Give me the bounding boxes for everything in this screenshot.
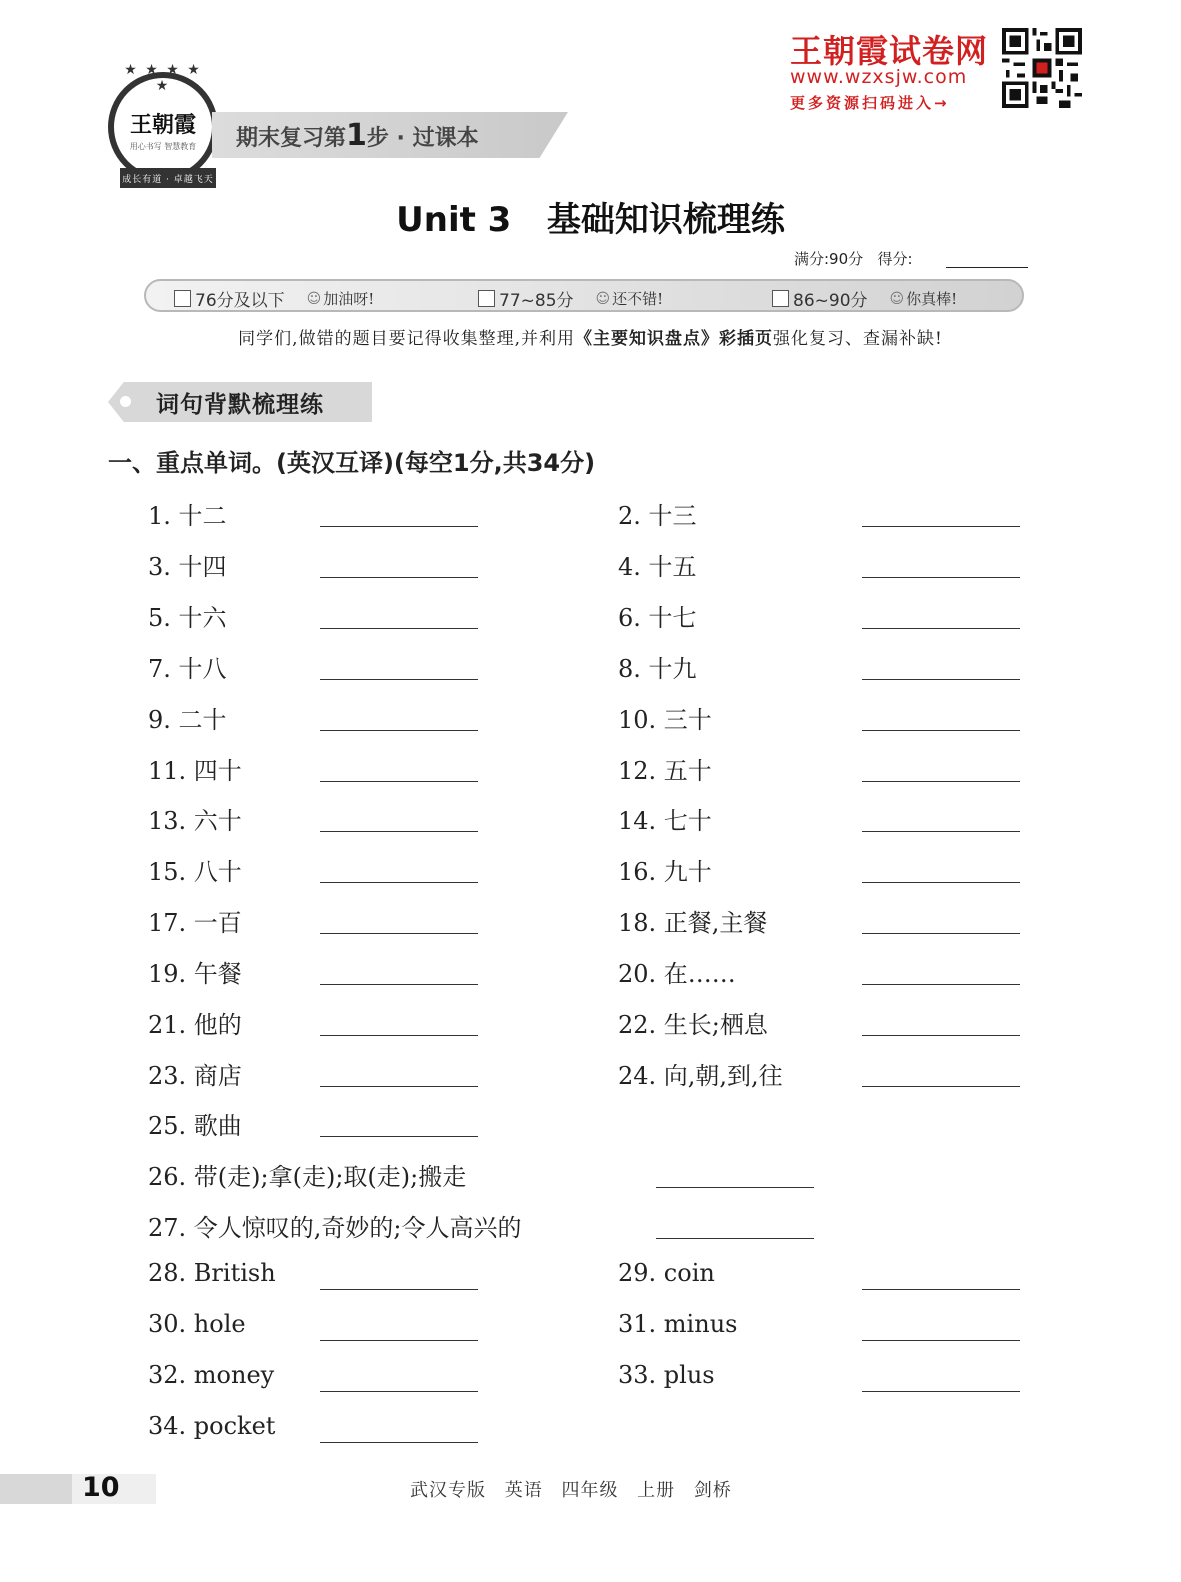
answer-blank[interactable]	[320, 984, 478, 985]
vocab-item: 31. minus	[618, 1310, 738, 1338]
answer-blank[interactable]	[862, 526, 1020, 527]
tip-bold: 《主要知识盘点》彩插页	[574, 329, 773, 349]
brand-url[interactable]: www.wzxsjw.com	[790, 66, 968, 88]
answer-blank[interactable]	[320, 781, 478, 782]
answer-blank[interactable]	[320, 933, 478, 934]
answer-blank[interactable]	[862, 679, 1020, 680]
answer-blank[interactable]	[862, 1340, 1020, 1341]
vocab-item: 2. 十三	[618, 502, 697, 530]
rating-range: 76分及以下	[195, 291, 285, 311]
answer-blank[interactable]	[320, 730, 478, 731]
qr-code-icon[interactable]	[1002, 28, 1082, 108]
tip-text	[0, 324, 1181, 349]
vocab-item: 1. 十二	[148, 502, 227, 530]
vocab-item: 22. 生长;栖息	[618, 1011, 768, 1039]
rating-cheer: 还不错!	[612, 290, 664, 308]
answer-blank[interactable]	[862, 984, 1020, 985]
answer-blank[interactable]	[320, 1035, 478, 1036]
vocab-item: 26. 带(走);拿(走);取(走);搬走	[148, 1163, 467, 1191]
question-heading: 一、重点单词。(英汉互译)(每空1分,共34分)	[108, 449, 596, 477]
vocab-item: 9. 二十	[148, 706, 227, 734]
vocab-item: 10. 三十	[618, 706, 712, 734]
got-score-label: 得分:	[877, 250, 913, 268]
vocab-item: 14. 七十	[618, 807, 712, 835]
rating-cheer: 加油呀!	[323, 290, 375, 308]
answer-blank[interactable]	[862, 781, 1020, 782]
vocab-item: 34. pocket	[148, 1412, 276, 1440]
tip-before: 同学们,做错的题目要记得收集整理,并利用	[238, 329, 575, 349]
answer-blank[interactable]	[320, 577, 478, 578]
score-blank[interactable]	[946, 267, 1028, 268]
rating-checkbox[interactable]	[478, 290, 495, 307]
vocab-item: 33. plus	[618, 1361, 715, 1389]
vocab-item: 3. 十四	[148, 553, 227, 581]
rating-item[interactable]	[174, 286, 374, 311]
vocab-item: 12. 五十	[618, 757, 712, 785]
rating-checkbox[interactable]	[174, 290, 191, 307]
logo-seal	[108, 62, 218, 182]
vocab-item: 21. 他的	[148, 1011, 242, 1039]
smile-icon: ☺	[306, 290, 322, 307]
smile-icon: ☺	[595, 290, 611, 307]
answer-blank[interactable]	[862, 1086, 1020, 1087]
step-prefix: 期末复习第	[236, 126, 347, 151]
vocab-item: 30. hole	[148, 1310, 246, 1338]
rating-item[interactable]	[478, 286, 663, 311]
answer-blank[interactable]	[320, 679, 478, 680]
seal-stars-icon: ★ ★ ★ ★ ★	[124, 62, 202, 94]
vocab-item: 23. 商店	[148, 1062, 242, 1090]
answer-blank[interactable]	[320, 1442, 478, 1443]
section-title: 词句背默梳理练	[156, 392, 324, 418]
footer-bar	[0, 1474, 72, 1504]
answer-blank[interactable]	[862, 933, 1020, 934]
vocab-item: 13. 六十	[148, 807, 242, 835]
rating-item[interactable]	[772, 286, 957, 311]
vocab-item: 29. coin	[618, 1259, 715, 1287]
vocab-item: 25. 歌曲	[148, 1112, 242, 1140]
vocab-item: 16. 九十	[618, 858, 712, 886]
rating-cheer: 你真棒!	[906, 290, 958, 308]
score-line	[794, 248, 913, 269]
logo-ribbon: 成长有道 · 卓越飞天	[120, 168, 216, 188]
answer-blank[interactable]	[320, 1391, 478, 1392]
logo-name: 王朝霞	[129, 112, 196, 138]
step-number: 1	[346, 118, 367, 153]
rating-range: 86~90分	[793, 291, 868, 311]
vocab-item: 6. 十七	[618, 604, 697, 632]
full-score: 满分:90分	[794, 250, 864, 268]
footer-text: 武汉专版 英语 四年级 上册 剑桥	[410, 1480, 732, 1501]
vocab-item: 11. 四十	[148, 757, 242, 785]
vocab-item: 27. 令人惊叹的,奇妙的;令人高兴的	[148, 1214, 522, 1242]
vocab-item: 24. 向,朝,到,往	[618, 1062, 783, 1090]
answer-blank[interactable]	[862, 831, 1020, 832]
rating-range: 77~85分	[499, 291, 574, 311]
answer-blank[interactable]	[320, 882, 478, 883]
vocab-item: 7. 十八	[148, 655, 227, 683]
vocab-item: 8. 十九	[618, 655, 697, 683]
answer-blank[interactable]	[862, 628, 1020, 629]
answer-blank[interactable]	[862, 1391, 1020, 1392]
page-title: Unit 3 基础知识梳理练	[396, 200, 785, 240]
vocab-item: 17. 一百	[148, 909, 242, 937]
logo-subtitle: 用心书写 智慧教育	[129, 142, 197, 151]
vocab-item: 19. 午餐	[148, 960, 242, 988]
answer-blank[interactable]	[320, 526, 478, 527]
answer-blank[interactable]	[320, 1289, 478, 1290]
answer-blank[interactable]	[862, 577, 1020, 578]
brand-hint: 更多资源扫码进入→	[790, 94, 950, 112]
tag-hole-icon	[120, 396, 131, 407]
vocab-item: 15. 八十	[148, 858, 242, 886]
answer-blank[interactable]	[656, 1187, 814, 1188]
smile-icon: ☺	[889, 290, 905, 307]
vocab-item: 20. 在……	[618, 960, 736, 988]
page-number: 10	[82, 1472, 120, 1503]
answer-blank[interactable]	[862, 882, 1020, 883]
vocab-item: 18. 正餐,主餐	[618, 909, 768, 937]
answer-blank[interactable]	[320, 831, 478, 832]
answer-blank[interactable]	[656, 1238, 814, 1239]
answer-blank[interactable]	[320, 1340, 478, 1341]
vocab-item: 4. 十五	[618, 553, 697, 581]
answer-blank[interactable]	[320, 1086, 478, 1087]
step-banner-text	[236, 118, 479, 153]
vocab-item: 5. 十六	[148, 604, 227, 632]
answer-blank[interactable]	[320, 1136, 478, 1137]
vocab-item: 28. British	[148, 1259, 276, 1287]
answer-blank[interactable]	[862, 1035, 1020, 1036]
brand-title: 王朝霞试卷网	[790, 32, 989, 70]
vocab-item: 32. money	[148, 1361, 275, 1389]
tip-after: 强化复习、查漏补缺!	[772, 329, 943, 349]
answer-blank[interactable]	[862, 1289, 1020, 1290]
step-suffix: 步 · 过课本	[366, 126, 479, 151]
answer-blank[interactable]	[320, 628, 478, 629]
answer-blank[interactable]	[862, 730, 1020, 731]
rating-checkbox[interactable]	[772, 290, 789, 307]
